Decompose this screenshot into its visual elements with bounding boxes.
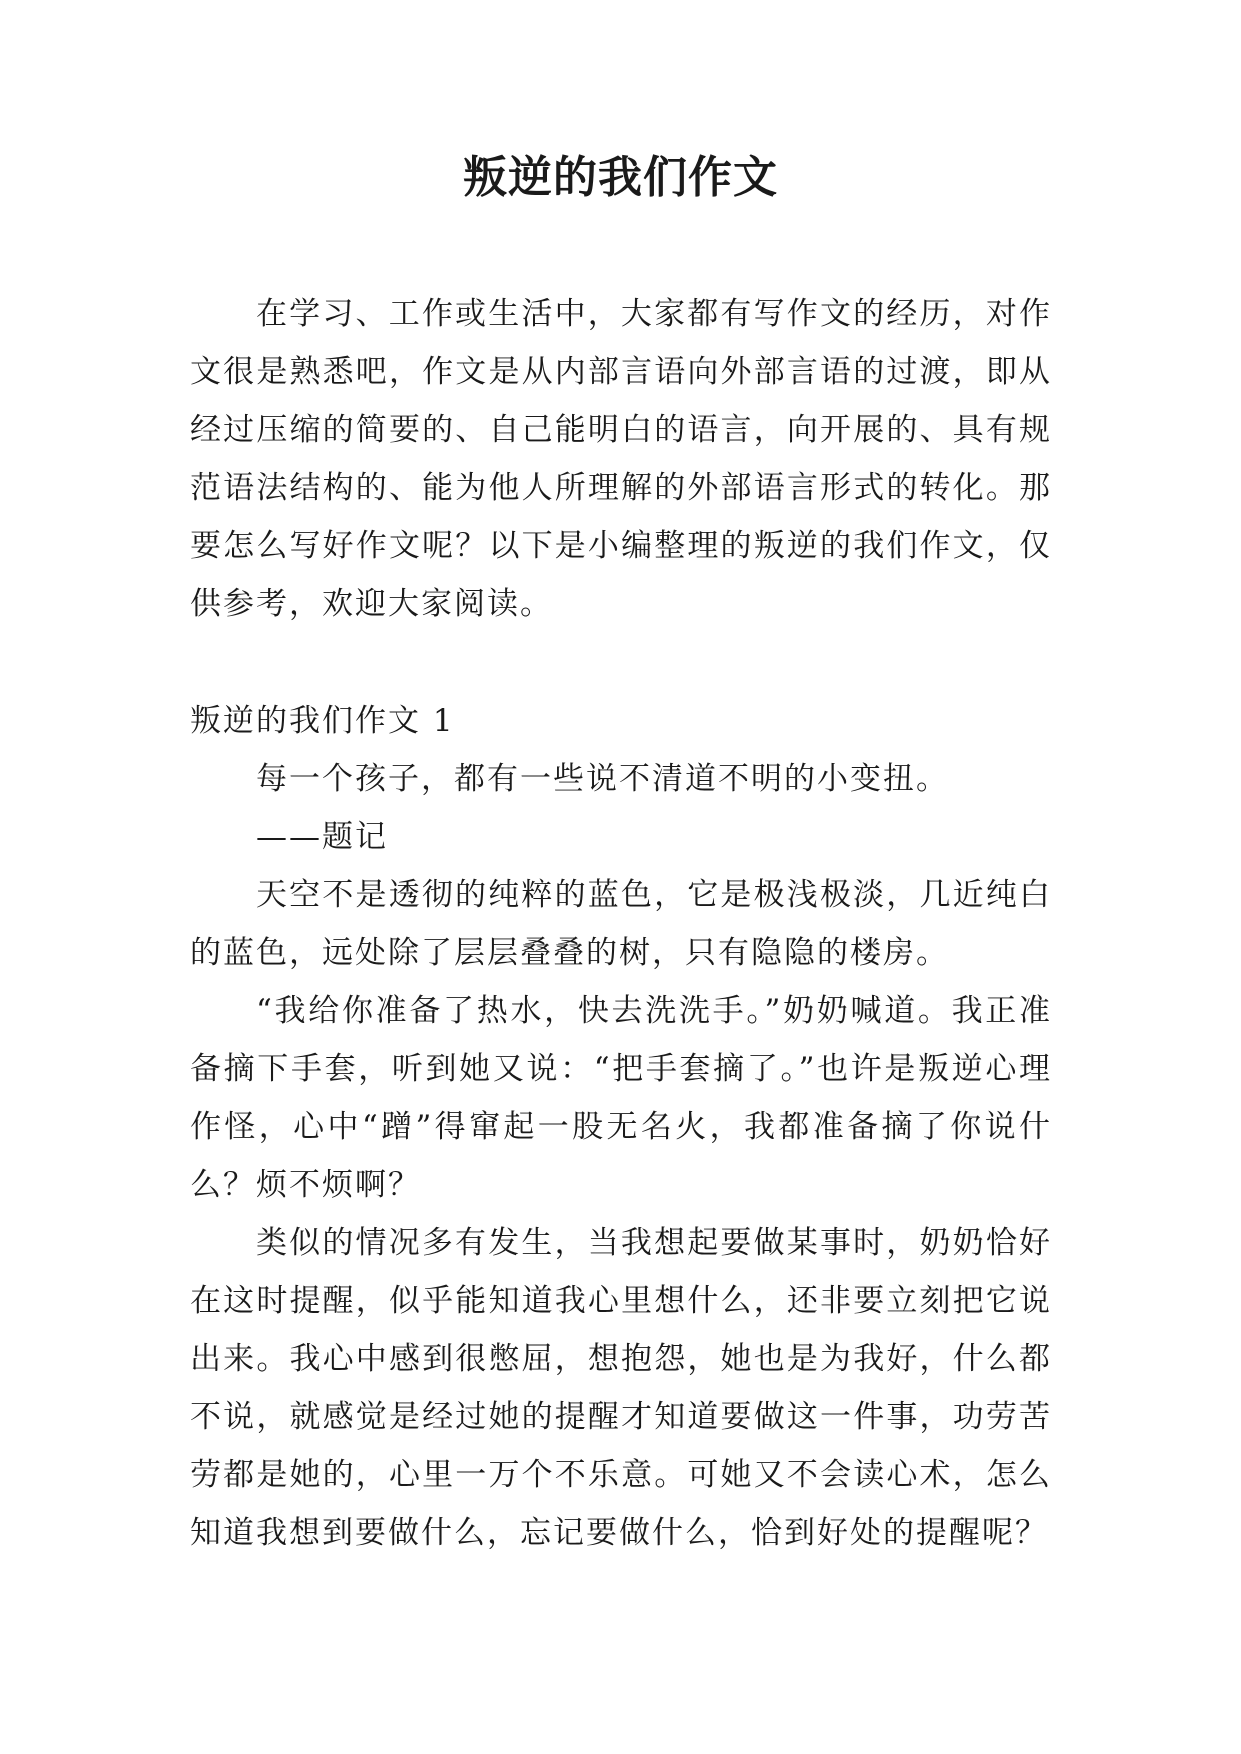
essay-paragraph: “我给你准备了热水，快去洗洗手。”奶奶喊道。我正准备摘下手套，听到她又说：“把手套摘了。”也许是叛逆心理作怪，心中“蹭”得窜起一股无名火，我都准备摘了你说什么？烦不烦啊？	[190, 993, 1052, 1203]
essay-epigraph: ——题记	[256, 819, 388, 855]
essay-section	[190, 692, 1052, 1562]
intro-section	[190, 285, 1052, 633]
document-title: 叛逆的我们作文	[463, 152, 778, 203]
essay-subtitle: 叛逆的我们作文 1	[190, 703, 455, 739]
intro-paragraph: 在学习、工作或生活中，大家都有写作文的经历，对作文很是熟悉吧，作文是从内部言语向外部言语的过渡，即从经过压缩的简要的、自己能明白的语言，向开展的、具有规范语法结构的、能为他人所理解的外部语言形式的转化。那要怎么写好作文呢？以下是小编整理的叛逆的我们作文，仅供参考，欢迎大家阅读。	[190, 296, 1052, 622]
essay-paragraph: 类似的情况多有发生，当我想起要做某事时，奶奶恰好在这时提醒，似乎能知道我心里想什么，还非要立刻把它说出来。我心中感到很憋屈，想抱怨，她也是为我好，什么都不说，就感觉是经过她的提醒才知道要做这一件事，功劳苦劳都是她的，心里一万个不乐意。可她又不会读心术，怎么知道我想到要做什么，忘记要做什么，恰到好处的提醒呢？	[190, 1225, 1052, 1551]
essay-paragraph: 天空不是透彻的纯粹的蓝色，它是极浅极淡，几近纯白的蓝色，远处除了层层叠叠的树，只有隐隐的楼房。	[190, 877, 1052, 971]
essay-paragraph: 每一个孩子，都有一些说不清道不明的小变扭。	[256, 761, 949, 797]
